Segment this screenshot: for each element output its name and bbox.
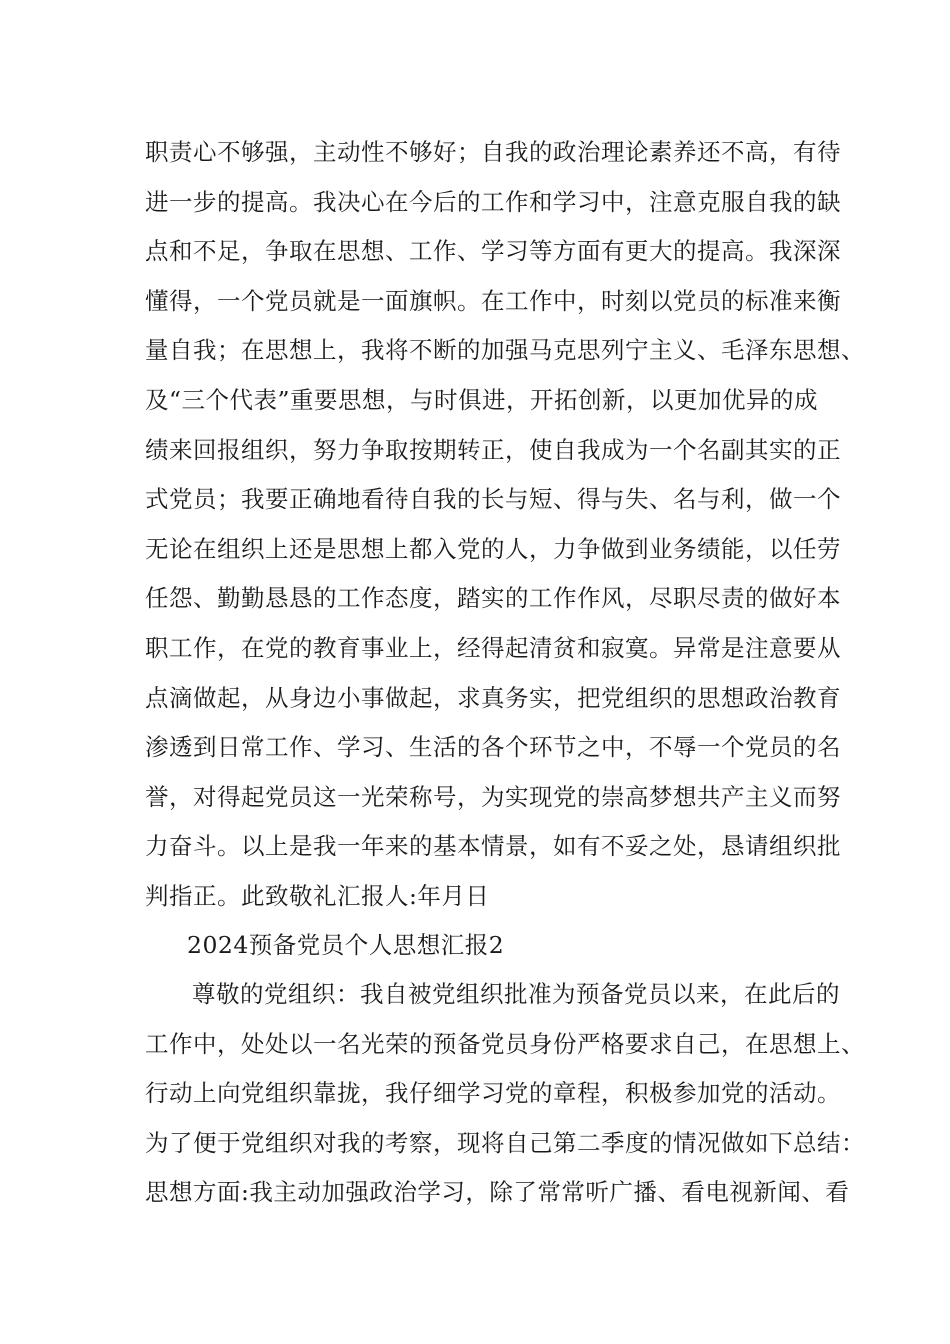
text-line: 任怨、勤勤恳恳的工作态度，踏实的工作作风，尽职尽责的做好本 — [145, 584, 841, 613]
section-heading-text: 2024预备党员个人思想汇报2 — [187, 931, 505, 959]
text-line: 为了便于党组织对我的考察，现将自己第二季度的情况做如下总结： — [145, 1128, 865, 1157]
text-line: 尊敬的党组织：我自被党组织批准为预备党员以来，在此后的 — [192, 980, 840, 1008]
section-heading — [187, 921, 867, 971]
paragraph-2 — [145, 970, 865, 1218]
text-line: 懂得，一个党员就是一面旗帜。在工作中，时刻以党员的标准来衡 — [145, 286, 841, 315]
text-line: 职责心不够强，主动性不够好；自我的政治理论素养还不高，有待 — [145, 138, 841, 166]
text-line: 量自我；在思想上，我将不断的加强马克思列宁主义、毛泽东思想、 — [145, 336, 865, 365]
text-line: 渗透到日常工作、学习、生活的各个环节之中，不辱一个党员的名 — [145, 733, 841, 762]
paragraph-1 — [145, 128, 865, 922]
text-line: 进一步的提高。我决心在今后的工作和学习中，注意克服自我的缺 — [145, 187, 841, 216]
text-line: 思想方面:我主动加强政治学习，除了常常听广播、看电视新闻、看 — [145, 1178, 850, 1207]
text-line: 绩来回报组织，努力争取按期转正，使自我成为一个名副其实的正 — [145, 435, 841, 464]
text-line: 工作中，处处以一名光荣的预备党员身份严格要求自己，在思想上、 — [145, 1029, 865, 1058]
text-line: 式党员；我要正确地看待自我的长与短、得与失、名与利，做一个 — [145, 485, 841, 514]
text-line: 誉，对得起党员这一光荣称号，为实现党的崇高梦想共产主义而努 — [145, 782, 841, 811]
text-line: 无论在组织上还是思想上都入党的人，力争做到业务绩能，以任劳 — [145, 534, 841, 563]
text-line: 判指正。此致敬礼汇报人:年月日 — [145, 881, 490, 910]
text-line: 职工作，在党的教育事业上，经得起清贫和寂寞。异常是注意要从 — [145, 633, 841, 662]
text-line: 及“三个代表”重要思想，与时俱进，开拓创新，以更加优异的成 — [145, 385, 819, 414]
text-line: 点滴做起，从身边小事做起，求真务实，把党组织的思想政治教育 — [145, 683, 841, 712]
text-line: 点和不足，争取在思想、工作、学习等方面有更大的提高。我深深 — [145, 237, 841, 266]
text-line: 力奋斗。以上是我一年来的基本情景，如有不妥之处，恳请组织批 — [145, 832, 841, 861]
text-line: 行动上向党组织靠拢，我仔细学习党的章程，积极参加党的活动。 — [145, 1079, 841, 1108]
